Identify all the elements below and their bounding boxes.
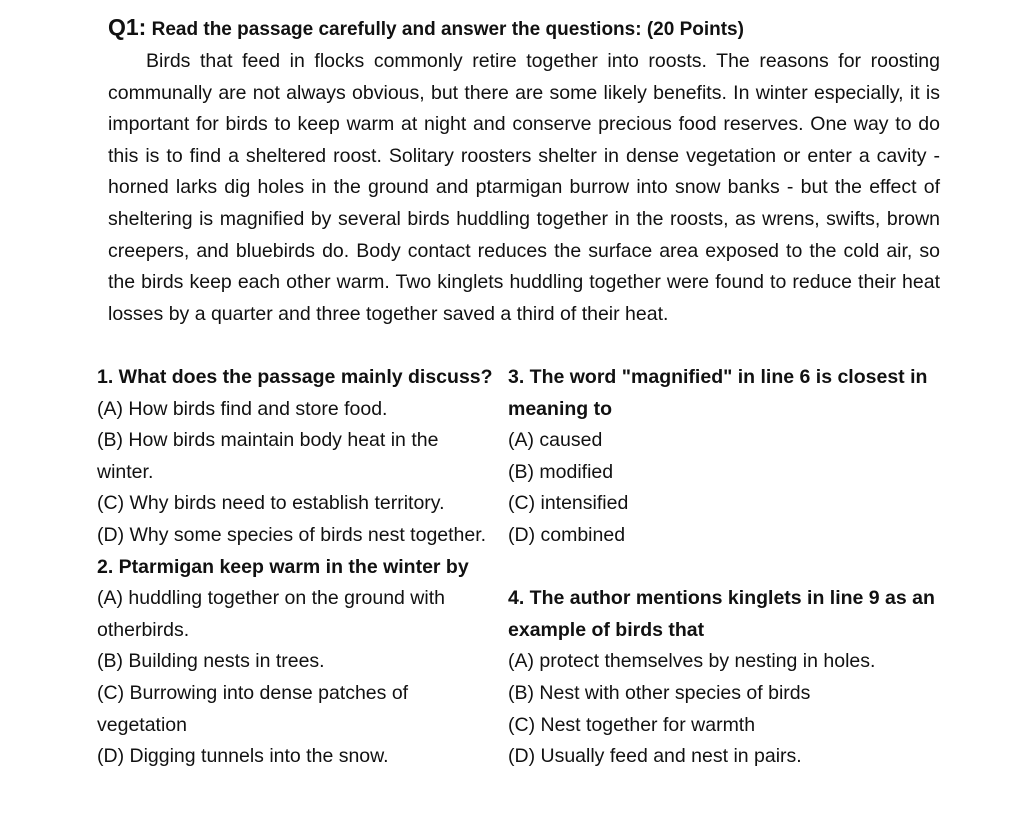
- question-2: [97, 552, 497, 773]
- question-1: [97, 362, 497, 552]
- right-question-column: [508, 362, 958, 773]
- question-number: Q1:: [108, 14, 147, 40]
- question-3: [508, 362, 958, 552]
- question-4-option-d: (D) Usually feed and nest in pairs.: [508, 745, 802, 768]
- question-3-title: 3. The word "magnified" in line 6 is closest in meaning to: [508, 366, 928, 420]
- question-3-option-c: (C) intensified: [508, 492, 629, 515]
- question-2-title: 2. Ptarmigan keep warm in the winter by: [97, 555, 469, 578]
- question-4-option-a: (A) protect themselves by nesting in holes.: [508, 650, 876, 673]
- question-1-option-c: (C) Why birds need to establish territory.: [97, 492, 445, 515]
- question-1-option-a: (A) How birds find and store food.: [97, 397, 388, 420]
- question-2-option-c: (C) Burrowing into dense patches of vegetation: [97, 681, 409, 736]
- question-2-option-a: (A) huddling together on the ground with otherbirds.: [97, 587, 445, 641]
- left-question-column: [97, 362, 497, 773]
- question-2-option-d: (D) Digging tunnels into the snow.: [97, 745, 389, 768]
- question-4-option-c: (C) Nest together for warmth: [508, 713, 756, 736]
- reading-passage: Birds that feed in flocks commonly retire together into roosts. The reasons for roosting communally are not always obvious, but there are some likely benefits. In winter especially, it is important for birds to keep warm at night and conserve precious food reserves. One way to do this is to find a sheltered roost. Solitary roosters shelter in dense vegetation or enter a cavity - horned larks dig holes in the ground and ptarmigan burrow into snow banks - but the effect of sheltering is magnified by several birds huddling together in the roosts, as wrens, swifts, brown creepers, and bluebirds do. Body contact reduces the surface area exposed to the cold air, so the birds keep each other warm. Two kinglets huddling together were found to reduce their heat losses by a quarter and three together saved a third of their heat.: [108, 50, 940, 325]
- question-1-title: 1. What does the passage mainly discuss?: [97, 366, 493, 388]
- question-4-title: 4. The author mentions kinglets in line 9 as an example of birds that: [508, 587, 935, 641]
- question-3-option-b: (B) modified: [508, 460, 614, 483]
- question-3-option-a: (A) caused: [508, 429, 603, 452]
- question-4: [508, 583, 958, 773]
- question-1-option-d: (D) Why some species of birds nest together.: [97, 523, 487, 546]
- question-1-option-b: (B) How birds maintain body heat in the winter.: [97, 429, 439, 483]
- question-4-option-b: (B) Nest with other species of birds: [508, 681, 811, 704]
- question-heading: [108, 14, 744, 41]
- question-3-option-d: (D) combined: [508, 523, 626, 546]
- question-2-option-b: (B) Building nests in trees.: [97, 650, 325, 673]
- question-instruction: Read the passage carefully and answer the questions: (20 Points): [146, 19, 744, 40]
